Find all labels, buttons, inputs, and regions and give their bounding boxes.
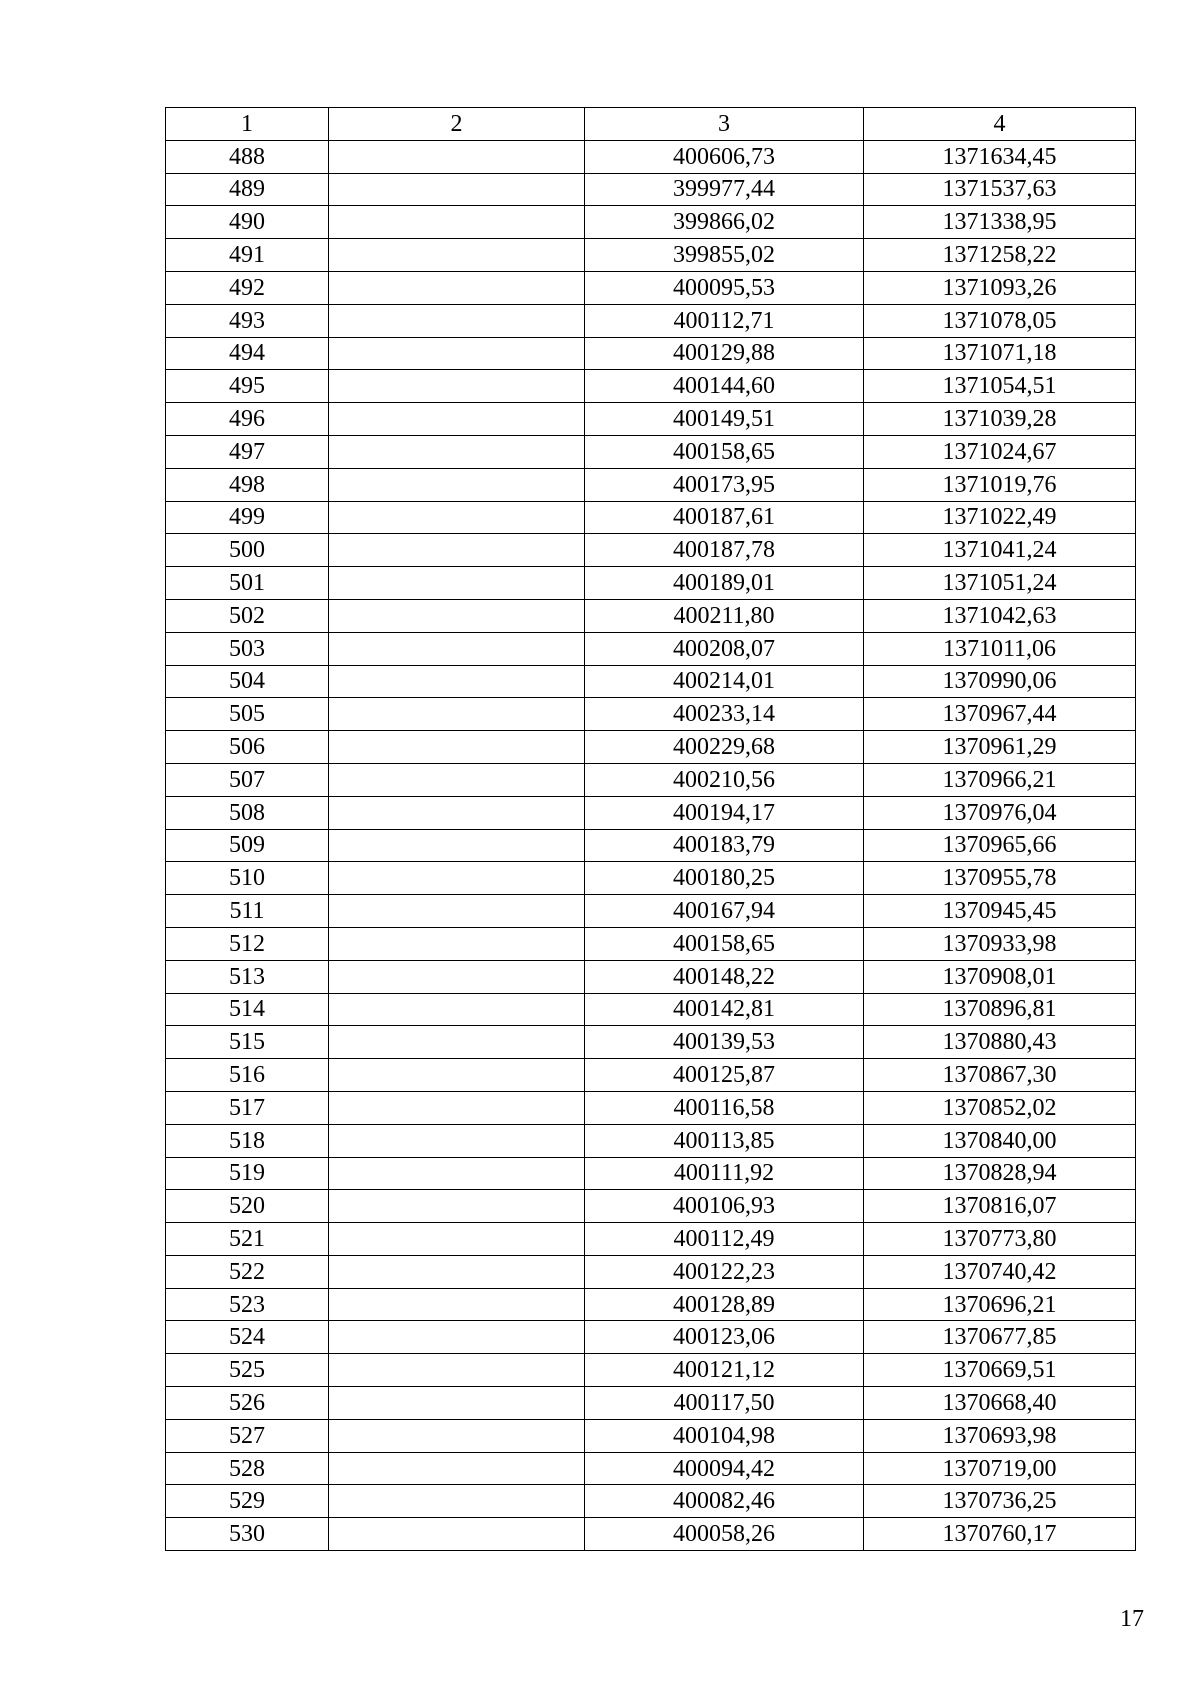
point-number-cell: 492 bbox=[166, 271, 329, 304]
table-row bbox=[166, 567, 1136, 600]
point-number-cell: 524 bbox=[166, 1321, 329, 1354]
description-cell bbox=[329, 960, 585, 993]
point-number-cell: 519 bbox=[166, 1157, 329, 1190]
x-coordinate-cell: 400082,46 bbox=[585, 1485, 864, 1518]
x-coordinate-cell: 400211,80 bbox=[585, 599, 864, 632]
x-coordinate-cell: 400189,01 bbox=[585, 567, 864, 600]
table-row bbox=[166, 829, 1136, 862]
table-row bbox=[166, 1190, 1136, 1223]
description-cell bbox=[329, 1091, 585, 1124]
y-coordinate-cell: 1370740,42 bbox=[864, 1255, 1136, 1288]
description-cell bbox=[329, 665, 585, 698]
description-cell bbox=[329, 206, 585, 239]
description-cell bbox=[329, 993, 585, 1026]
y-coordinate-cell: 1371634,45 bbox=[864, 140, 1136, 173]
x-coordinate-cell: 400116,58 bbox=[585, 1091, 864, 1124]
x-coordinate-cell: 400187,78 bbox=[585, 534, 864, 567]
x-coordinate-cell: 400095,53 bbox=[585, 271, 864, 304]
x-coordinate-cell: 400229,68 bbox=[585, 731, 864, 764]
table-row bbox=[166, 1288, 1136, 1321]
table-row bbox=[166, 1223, 1136, 1256]
point-number-cell: 510 bbox=[166, 862, 329, 895]
description-cell bbox=[329, 534, 585, 567]
table-row bbox=[166, 993, 1136, 1026]
point-number-cell: 501 bbox=[166, 567, 329, 600]
description-cell bbox=[329, 1518, 585, 1551]
point-number-cell: 505 bbox=[166, 698, 329, 731]
x-coordinate-cell: 400180,25 bbox=[585, 862, 864, 895]
y-coordinate-cell: 1371338,95 bbox=[864, 206, 1136, 239]
description-cell bbox=[329, 468, 585, 501]
description-cell bbox=[329, 370, 585, 403]
y-coordinate-cell: 1370908,01 bbox=[864, 960, 1136, 993]
y-coordinate-cell: 1370816,07 bbox=[864, 1190, 1136, 1223]
description-cell bbox=[329, 862, 585, 895]
y-coordinate-cell: 1370933,98 bbox=[864, 927, 1136, 960]
table-row bbox=[166, 796, 1136, 829]
y-coordinate-cell: 1370896,81 bbox=[864, 993, 1136, 1026]
x-coordinate-cell: 400123,06 bbox=[585, 1321, 864, 1354]
x-coordinate-cell: 399977,44 bbox=[585, 173, 864, 206]
x-coordinate-cell: 400158,65 bbox=[585, 927, 864, 960]
description-cell bbox=[329, 567, 585, 600]
point-number-cell: 494 bbox=[166, 337, 329, 370]
x-coordinate-cell: 400112,71 bbox=[585, 304, 864, 337]
description-cell bbox=[329, 1255, 585, 1288]
y-coordinate-cell: 1371022,49 bbox=[864, 501, 1136, 534]
table-row bbox=[166, 960, 1136, 993]
description-cell bbox=[329, 1354, 585, 1387]
y-coordinate-cell: 1370867,30 bbox=[864, 1059, 1136, 1092]
point-number-cell: 502 bbox=[166, 599, 329, 632]
table-row bbox=[166, 599, 1136, 632]
point-number-cell: 526 bbox=[166, 1387, 329, 1420]
description-cell bbox=[329, 501, 585, 534]
table-row bbox=[166, 534, 1136, 567]
table-row bbox=[166, 1485, 1136, 1518]
x-coordinate-cell: 400167,94 bbox=[585, 895, 864, 928]
y-coordinate-cell: 1370668,40 bbox=[864, 1387, 1136, 1420]
y-coordinate-cell: 1371051,24 bbox=[864, 567, 1136, 600]
table-row bbox=[166, 1124, 1136, 1157]
x-coordinate-cell: 400121,12 bbox=[585, 1354, 864, 1387]
y-coordinate-cell: 1371071,18 bbox=[864, 337, 1136, 370]
description-cell bbox=[329, 1288, 585, 1321]
point-number-cell: 488 bbox=[166, 140, 329, 173]
point-number-cell: 509 bbox=[166, 829, 329, 862]
table-row bbox=[166, 239, 1136, 272]
x-coordinate-cell: 400112,49 bbox=[585, 1223, 864, 1256]
description-cell bbox=[329, 763, 585, 796]
point-number-cell: 521 bbox=[166, 1223, 329, 1256]
y-coordinate-cell: 1371039,28 bbox=[864, 403, 1136, 436]
y-coordinate-cell: 1371537,63 bbox=[864, 173, 1136, 206]
description-cell bbox=[329, 1419, 585, 1452]
point-number-cell: 516 bbox=[166, 1059, 329, 1092]
y-coordinate-cell: 1370967,44 bbox=[864, 698, 1136, 731]
x-coordinate-cell: 400128,89 bbox=[585, 1288, 864, 1321]
y-coordinate-cell: 1370852,02 bbox=[864, 1091, 1136, 1124]
x-coordinate-cell: 400113,85 bbox=[585, 1124, 864, 1157]
x-coordinate-cell: 400111,92 bbox=[585, 1157, 864, 1190]
description-cell bbox=[329, 1485, 585, 1518]
point-number-cell: 520 bbox=[166, 1190, 329, 1223]
table-row bbox=[166, 271, 1136, 304]
x-coordinate-cell: 400208,07 bbox=[585, 632, 864, 665]
description-cell bbox=[329, 731, 585, 764]
point-number-cell: 508 bbox=[166, 796, 329, 829]
y-coordinate-cell: 1370955,78 bbox=[864, 862, 1136, 895]
point-number-cell: 528 bbox=[166, 1452, 329, 1485]
table-row bbox=[166, 304, 1136, 337]
point-number-cell: 496 bbox=[166, 403, 329, 436]
table-row bbox=[166, 468, 1136, 501]
point-number-cell: 527 bbox=[166, 1419, 329, 1452]
description-cell bbox=[329, 599, 585, 632]
description-cell bbox=[329, 927, 585, 960]
y-coordinate-cell: 1370669,51 bbox=[864, 1354, 1136, 1387]
point-number-cell: 512 bbox=[166, 927, 329, 960]
x-coordinate-cell: 400094,42 bbox=[585, 1452, 864, 1485]
description-cell bbox=[329, 140, 585, 173]
column-header-4: 4 bbox=[864, 108, 1136, 141]
y-coordinate-cell: 1371078,05 bbox=[864, 304, 1136, 337]
description-cell bbox=[329, 337, 585, 370]
table-row bbox=[166, 895, 1136, 928]
point-number-cell: 503 bbox=[166, 632, 329, 665]
description-cell bbox=[329, 173, 585, 206]
y-coordinate-cell: 1370736,25 bbox=[864, 1485, 1136, 1518]
point-number-cell: 490 bbox=[166, 206, 329, 239]
x-coordinate-cell: 399855,02 bbox=[585, 239, 864, 272]
table-header-row bbox=[166, 108, 1136, 141]
point-number-cell: 515 bbox=[166, 1026, 329, 1059]
x-coordinate-cell: 400129,88 bbox=[585, 337, 864, 370]
point-number-cell: 525 bbox=[166, 1354, 329, 1387]
x-coordinate-cell: 400214,01 bbox=[585, 665, 864, 698]
point-number-cell: 499 bbox=[166, 501, 329, 534]
table-row bbox=[166, 665, 1136, 698]
y-coordinate-cell: 1370880,43 bbox=[864, 1026, 1136, 1059]
point-number-cell: 506 bbox=[166, 731, 329, 764]
description-cell bbox=[329, 1452, 585, 1485]
table-row bbox=[166, 1387, 1136, 1420]
description-cell bbox=[329, 698, 585, 731]
point-number-cell: 523 bbox=[166, 1288, 329, 1321]
point-number-cell: 522 bbox=[166, 1255, 329, 1288]
x-coordinate-cell: 400148,22 bbox=[585, 960, 864, 993]
x-coordinate-cell: 399866,02 bbox=[585, 206, 864, 239]
point-number-cell: 498 bbox=[166, 468, 329, 501]
table-row bbox=[166, 206, 1136, 239]
y-coordinate-cell: 1371042,63 bbox=[864, 599, 1136, 632]
y-coordinate-cell: 1370945,45 bbox=[864, 895, 1136, 928]
x-coordinate-cell: 400122,23 bbox=[585, 1255, 864, 1288]
description-cell bbox=[329, 1059, 585, 1092]
x-coordinate-cell: 400233,14 bbox=[585, 698, 864, 731]
x-coordinate-cell: 400106,93 bbox=[585, 1190, 864, 1223]
x-coordinate-cell: 400187,61 bbox=[585, 501, 864, 534]
table-row bbox=[166, 337, 1136, 370]
description-cell bbox=[329, 271, 585, 304]
y-coordinate-cell: 1370773,80 bbox=[864, 1223, 1136, 1256]
description-cell bbox=[329, 829, 585, 862]
point-number-cell: 507 bbox=[166, 763, 329, 796]
table-row bbox=[166, 140, 1136, 173]
table-body bbox=[166, 140, 1136, 1550]
y-coordinate-cell: 1370840,00 bbox=[864, 1124, 1136, 1157]
table-row bbox=[166, 1157, 1136, 1190]
point-number-cell: 518 bbox=[166, 1124, 329, 1157]
x-coordinate-cell: 400606,73 bbox=[585, 140, 864, 173]
description-cell bbox=[329, 1157, 585, 1190]
x-coordinate-cell: 400194,17 bbox=[585, 796, 864, 829]
description-cell bbox=[329, 796, 585, 829]
table-row bbox=[166, 1059, 1136, 1092]
table-row bbox=[166, 1091, 1136, 1124]
x-coordinate-cell: 400210,56 bbox=[585, 763, 864, 796]
point-number-cell: 513 bbox=[166, 960, 329, 993]
table-row bbox=[166, 1452, 1136, 1485]
table-row bbox=[166, 173, 1136, 206]
description-cell bbox=[329, 1321, 585, 1354]
y-coordinate-cell: 1370976,04 bbox=[864, 796, 1136, 829]
y-coordinate-cell: 1370696,21 bbox=[864, 1288, 1136, 1321]
table-row bbox=[166, 501, 1136, 534]
y-coordinate-cell: 1370965,66 bbox=[864, 829, 1136, 862]
description-cell bbox=[329, 1190, 585, 1223]
x-coordinate-cell: 400117,50 bbox=[585, 1387, 864, 1420]
table-row bbox=[166, 1255, 1136, 1288]
point-number-cell: 529 bbox=[166, 1485, 329, 1518]
point-number-cell: 517 bbox=[166, 1091, 329, 1124]
y-coordinate-cell: 1371054,51 bbox=[864, 370, 1136, 403]
y-coordinate-cell: 1370677,85 bbox=[864, 1321, 1136, 1354]
x-coordinate-cell: 400139,53 bbox=[585, 1026, 864, 1059]
column-header-2: 2 bbox=[329, 108, 585, 141]
table-row bbox=[166, 1354, 1136, 1387]
description-cell bbox=[329, 632, 585, 665]
y-coordinate-cell: 1371041,24 bbox=[864, 534, 1136, 567]
point-number-cell: 493 bbox=[166, 304, 329, 337]
coordinates-table bbox=[165, 107, 1136, 1551]
description-cell bbox=[329, 1124, 585, 1157]
description-cell bbox=[329, 239, 585, 272]
y-coordinate-cell: 1371019,76 bbox=[864, 468, 1136, 501]
table-row bbox=[166, 403, 1136, 436]
description-cell bbox=[329, 403, 585, 436]
description-cell bbox=[329, 435, 585, 468]
table-row bbox=[166, 1321, 1136, 1354]
description-cell bbox=[329, 304, 585, 337]
y-coordinate-cell: 1370719,00 bbox=[864, 1452, 1136, 1485]
description-cell bbox=[329, 1223, 585, 1256]
table-row bbox=[166, 632, 1136, 665]
table-row bbox=[166, 698, 1136, 731]
description-cell bbox=[329, 895, 585, 928]
y-coordinate-cell: 1370828,94 bbox=[864, 1157, 1136, 1190]
y-coordinate-cell: 1371258,22 bbox=[864, 239, 1136, 272]
y-coordinate-cell: 1370990,06 bbox=[864, 665, 1136, 698]
table-row bbox=[166, 731, 1136, 764]
point-number-cell: 530 bbox=[166, 1518, 329, 1551]
point-number-cell: 497 bbox=[166, 435, 329, 468]
y-coordinate-cell: 1371024,67 bbox=[864, 435, 1136, 468]
y-coordinate-cell: 1371011,06 bbox=[864, 632, 1136, 665]
x-coordinate-cell: 400158,65 bbox=[585, 435, 864, 468]
table-row bbox=[166, 435, 1136, 468]
point-number-cell: 491 bbox=[166, 239, 329, 272]
x-coordinate-cell: 400104,98 bbox=[585, 1419, 864, 1452]
column-header-1: 1 bbox=[166, 108, 329, 141]
point-number-cell: 489 bbox=[166, 173, 329, 206]
table-row bbox=[166, 1419, 1136, 1452]
table-row bbox=[166, 763, 1136, 796]
table-row bbox=[166, 370, 1136, 403]
table-row bbox=[166, 1518, 1136, 1551]
page-number: 17 bbox=[1120, 1606, 1144, 1632]
point-number-cell: 511 bbox=[166, 895, 329, 928]
table-row bbox=[166, 1026, 1136, 1059]
point-number-cell: 514 bbox=[166, 993, 329, 1026]
x-coordinate-cell: 400142,81 bbox=[585, 993, 864, 1026]
x-coordinate-cell: 400149,51 bbox=[585, 403, 864, 436]
x-coordinate-cell: 400058,26 bbox=[585, 1518, 864, 1551]
table-row bbox=[166, 927, 1136, 960]
y-coordinate-cell: 1370693,98 bbox=[864, 1419, 1136, 1452]
description-cell bbox=[329, 1387, 585, 1420]
y-coordinate-cell: 1370961,29 bbox=[864, 731, 1136, 764]
x-coordinate-cell: 400173,95 bbox=[585, 468, 864, 501]
x-coordinate-cell: 400144,60 bbox=[585, 370, 864, 403]
y-coordinate-cell: 1370966,21 bbox=[864, 763, 1136, 796]
point-number-cell: 495 bbox=[166, 370, 329, 403]
y-coordinate-cell: 1371093,26 bbox=[864, 271, 1136, 304]
column-header-3: 3 bbox=[585, 108, 864, 141]
table-row bbox=[166, 862, 1136, 895]
y-coordinate-cell: 1370760,17 bbox=[864, 1518, 1136, 1551]
point-number-cell: 500 bbox=[166, 534, 329, 567]
x-coordinate-cell: 400125,87 bbox=[585, 1059, 864, 1092]
point-number-cell: 504 bbox=[166, 665, 329, 698]
description-cell bbox=[329, 1026, 585, 1059]
x-coordinate-cell: 400183,79 bbox=[585, 829, 864, 862]
